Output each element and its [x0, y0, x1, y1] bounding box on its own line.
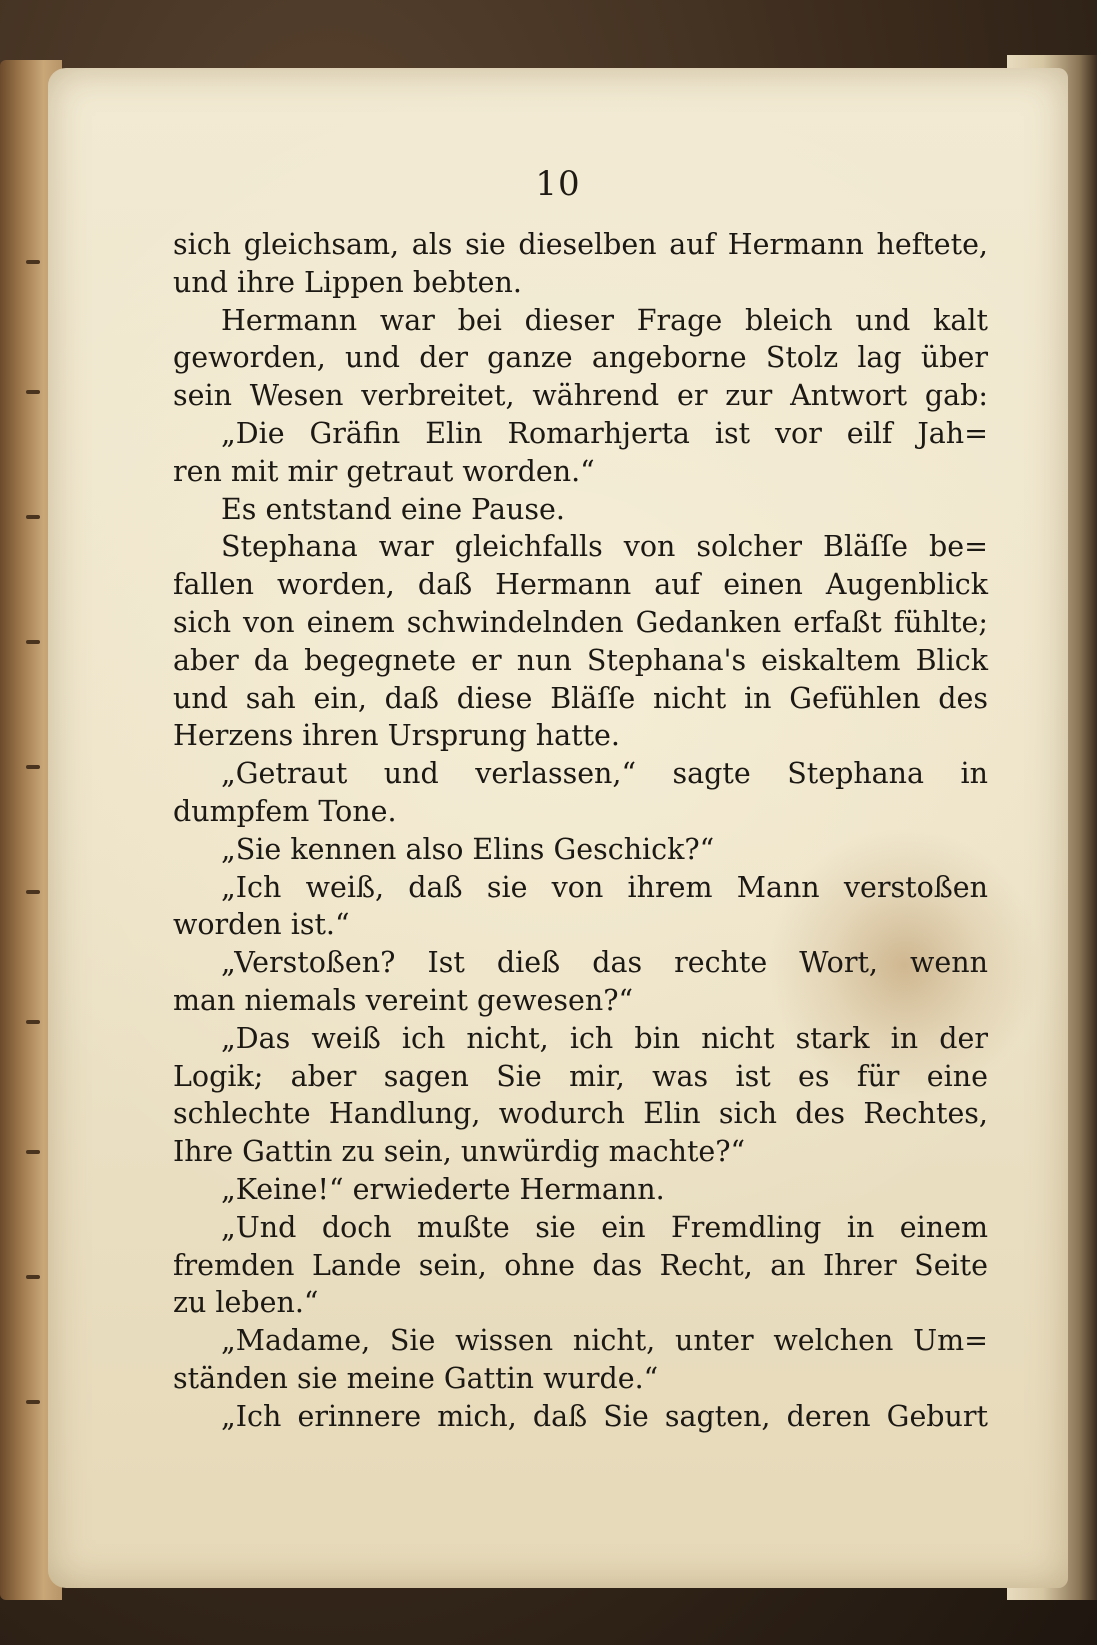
text-line: „Und doch mußte sie ein Fremdling in einem — [221, 1210, 988, 1244]
spine-stitch-mark — [26, 1020, 40, 1024]
text-line: „Das weiß ich nicht, ich bin nicht stark in der — [221, 1021, 988, 1055]
text-line: „Sie kennen also Elins Geschick?“ — [221, 832, 715, 866]
text-line: aber da begegnete er nun Stephana's eiskaltem Blick — [173, 643, 988, 677]
text-line: dumpfem Tone. — [173, 794, 397, 828]
text-line: ren mit mir getraut worden.“ — [173, 454, 595, 488]
text-line: und ihre Lippen bebten. — [173, 265, 522, 299]
spine-stitch-mark — [26, 1275, 40, 1279]
text-line: „Madame, Sie wissen nicht, unter welchen Um= — [221, 1324, 988, 1358]
text-line: „Getraut und verlassen,“ sagte Stephana in — [221, 757, 988, 791]
text-line: „Verstoßen? Ist dieß das rechte Wort, wenn — [221, 946, 988, 980]
text-line: sein Wesen verbreitet, während er zur Antwort gab: — [173, 379, 988, 413]
spine-stitch-mark — [26, 1150, 40, 1154]
text-line: Hermann war bei dieser Frage bleich und kalt — [221, 303, 988, 337]
text-line: und sah ein, daß diese Bläſſe nicht in Gefühlen des — [173, 681, 988, 715]
text-line: man niemals vereint gewesen?“ — [173, 983, 634, 1017]
text-line: schlechte Handlung, wodurch Elin sich des Rechtes, — [173, 1097, 988, 1131]
spine-stitch-mark — [26, 765, 40, 769]
page-number: 10 — [535, 164, 581, 204]
text-line: „Ich erinnere mich, daß Sie sagten, deren Geburt — [221, 1399, 988, 1433]
spine-stitch-mark — [26, 260, 40, 264]
text-line: „Keine!“ erwiederte Hermann. — [221, 1172, 665, 1206]
text-line: Ihre Gattin zu sein, unwürdig machte?“ — [173, 1135, 746, 1169]
text-line: „Die Gräfin Elin Romarhjerta ist vor eilf Jah= — [221, 416, 988, 450]
spine-stitch-mark — [26, 890, 40, 894]
text-line: fremden Lande sein, ohne das Recht, an Ihrer Seite — [173, 1248, 988, 1282]
text-line: Logik; aber sagen Sie mir, was ist es für eine — [173, 1059, 988, 1093]
text-line: geworden, und der ganze angeborne Stolz lag über — [173, 341, 988, 375]
spine-stitch-mark — [26, 390, 40, 394]
text-line: sich gleichsam, als sie dieselben auf Hermann heftete, — [173, 228, 988, 261]
text-line: worden ist.“ — [173, 908, 350, 942]
text-line: Herzens ihren Ursprung hatte. — [173, 719, 620, 753]
text-line: Stephana war gleichfalls von solcher Bläſſe be= — [221, 530, 988, 564]
text-line: „Ich weiß, daß sie von ihrem Mann verstoßen — [221, 870, 988, 904]
book-page — [48, 68, 1068, 1588]
text-line: sich von einem schwindelnden Gedanken erfaßt fühlte; — [173, 605, 988, 639]
text-line: fallen worden, daß Hermann auf einen Augenblick — [173, 568, 988, 602]
text-line: Es entstand eine Pause. — [221, 492, 565, 526]
page-text — [173, 226, 988, 1436]
spine-stitch-mark — [26, 640, 40, 644]
spine-stitch-mark — [26, 1400, 40, 1404]
text-line: ständen sie meine Gattin wurde.“ — [173, 1361, 659, 1395]
spine-stitch-mark — [26, 515, 40, 519]
text-line: zu leben.“ — [173, 1286, 319, 1320]
